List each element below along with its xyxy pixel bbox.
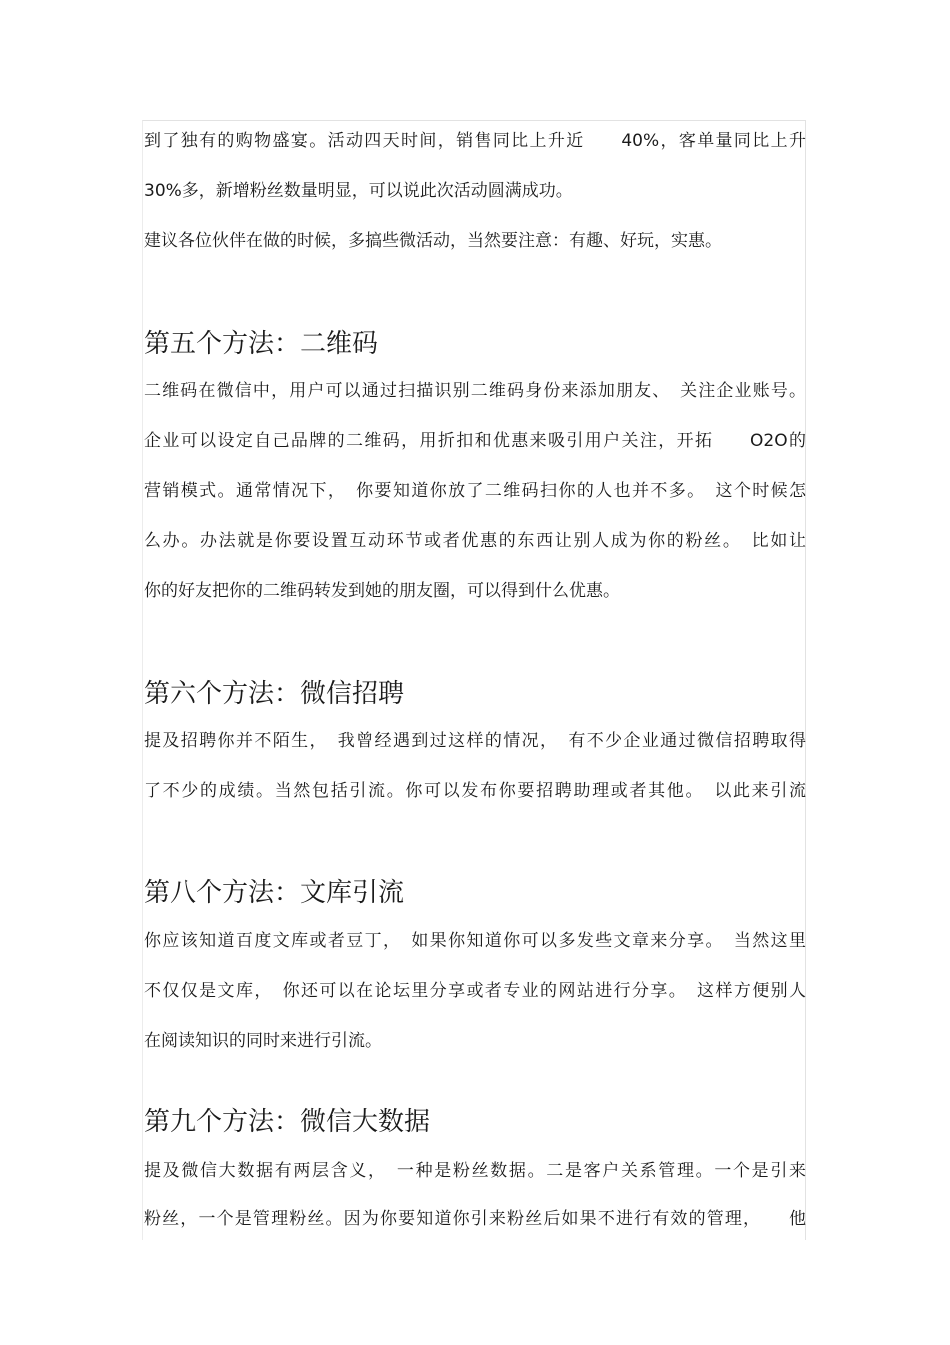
paragraph-line: 你的好友把你的二维码转发到她的朋友圈，可以得到什么优惠。	[144, 581, 620, 601]
paragraph-line: 粉丝，一个是管理粉丝。因为你要知道你引来粉丝后如果不进行有效的管理， 他	[144, 1209, 806, 1229]
paragraph-line: 你应该知道百度文库或者豆丁， 如果你知道你可以多发些文章来分享。 当然这里	[144, 931, 806, 951]
section-heading: 第六个方法：微信招聘	[144, 679, 405, 709]
paragraph-line: 了不少的成绩。当然包括引流。你可以发布你要招聘助理或者其他。 以此来引流	[144, 781, 806, 801]
paragraph-line: 企业可以设定自己品牌的二维码，用折扣和优惠来吸引用户关注，开拓 O2O的	[144, 431, 806, 451]
paragraph-line: 么办。办法就是你要设置互动环节或者优惠的东西让别人成为你的粉丝。 比如让	[144, 531, 806, 551]
paragraph-line: 提及微信大数据有两层含义， 一种是粉丝数据。二是客户关系管理。一个是引来	[144, 1161, 806, 1181]
paragraph-line: 到了独有的购物盛宴。活动四天时间，销售同比上升近 40%，客单量同比上升	[144, 131, 806, 151]
paragraph-line: 营销模式。通常情况下， 你要知道你放了二维码扫你的人也并不多。 这个时候怎	[144, 481, 806, 501]
section-heading: 第九个方法：微信大数据	[144, 1107, 431, 1137]
paragraph-line: 在阅读知识的同时来进行引流。	[144, 1031, 382, 1051]
section-heading: 第八个方法：文库引流	[144, 878, 405, 908]
paragraph-line: 30%多，新增粉丝数量明显，可以说此次活动圆满成功。	[144, 181, 573, 201]
paragraph-line: 建议各位伙伴在做的时候，多搞些微活动，当然要注意：有趣、好玩，实惠。	[144, 231, 722, 251]
paragraph-line: 提及招聘你并不陌生， 我曾经遇到过这样的情况， 有不少企业通过微信招聘取得	[144, 731, 806, 751]
section-heading: 第五个方法：二维码	[144, 329, 379, 359]
paragraph-line: 二维码在微信中，用户可以通过扫描识别二维码身份来添加朋友、 关注企业账号。	[144, 381, 806, 401]
paragraph-line: 不仅仅是文库， 你还可以在论坛里分享或者专业的网站进行分享。 这样方便别人	[144, 981, 806, 1001]
